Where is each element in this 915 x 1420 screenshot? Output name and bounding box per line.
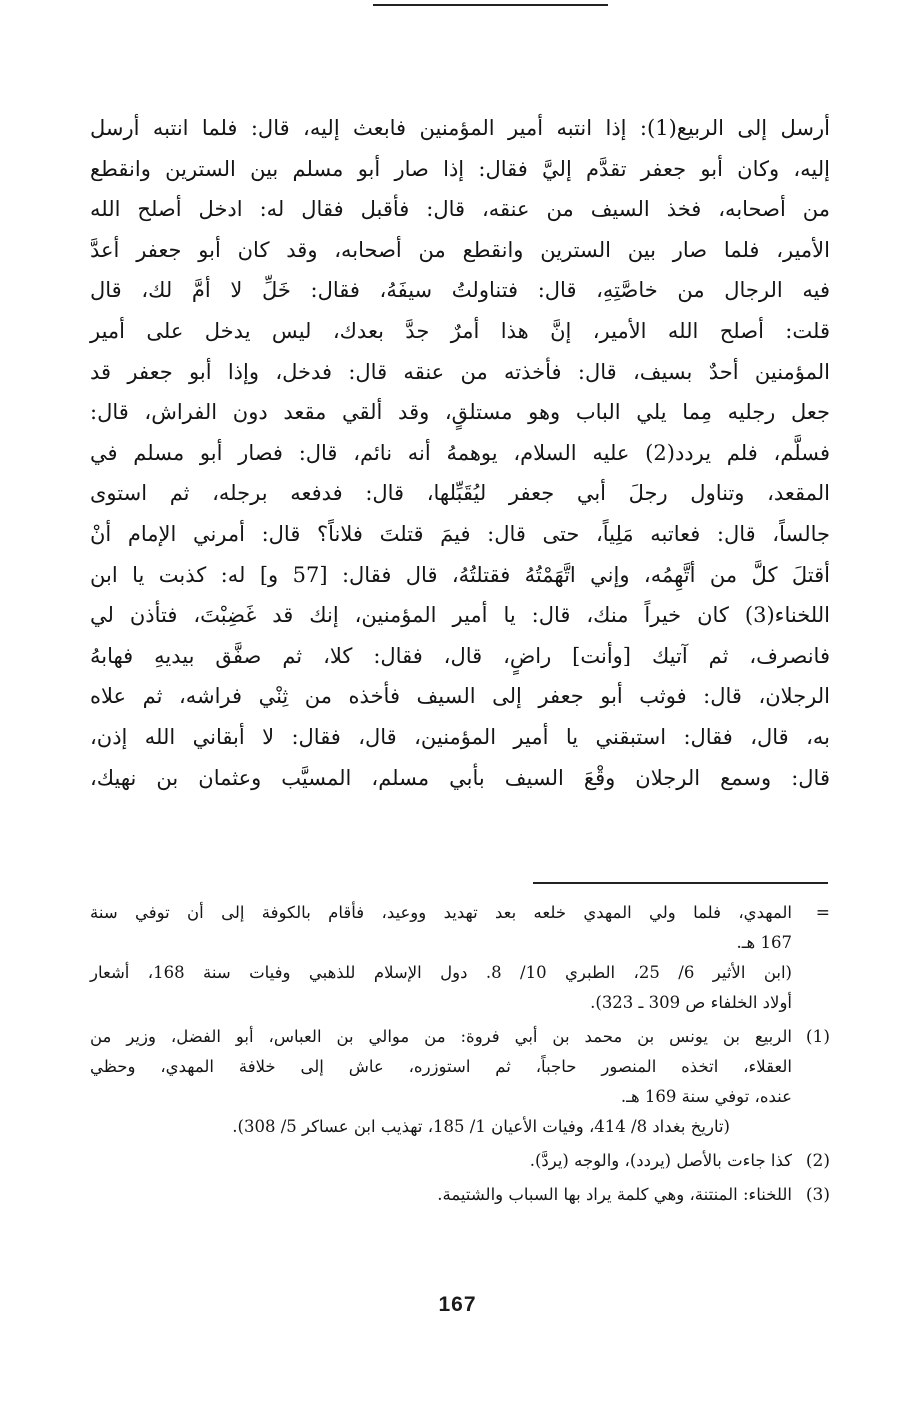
main-text-line: من أصحابه، فخذ السيف من عنقه، قال: فأقبل فقال له: ادخل أصلح الله xyxy=(90,197,830,222)
top-rule xyxy=(373,4,608,6)
footnote-3 xyxy=(90,1180,830,1210)
main-text-line: اللخناء(3) كان خيراً منك، قال: يا أمير المؤمنين، إنك قد غَضِبْتَ، فتأذن لي xyxy=(90,603,830,628)
footnote-line: العقلاء، اتخذه المنصور حاجباً، ثم استوزره، عاش إلى خلافة المهدي، وحظي xyxy=(90,1057,792,1076)
footnote-marker: (3) xyxy=(805,1185,830,1205)
footnote-line: الربيع بن يونس بن محمد بن أبي فروة: من موالي بن العباس، أبو الفضل، وزير من xyxy=(90,1027,792,1046)
footnote-marker: (1) xyxy=(805,1027,830,1047)
footnote-body xyxy=(90,1022,792,1142)
footnote-marker: (2) xyxy=(805,1151,830,1171)
footnote-separator xyxy=(533,882,828,884)
main-text-line: قلت: أصلح الله الأمير، إنَّ هذا أمرٌ جدَّ بعدك، ليس يدخل على أمير xyxy=(90,318,830,343)
main-text-line: أقتلَ كلَّ من أتَّهِمُه، وإني اتَّهَمْتُهُ فقتلتُهُ، قال فقال: [57 و] له: كذبت يا ابن xyxy=(90,562,831,587)
main-text-line: به، قال، فقال: استبقني يا أمير المؤمنين، قال، فقال: لا أبقاني الله إذن، xyxy=(90,724,830,749)
footnote-body xyxy=(90,1146,792,1176)
footnote-reference-line: (ابن الأثير 6/ 25، الطبري 10/ 8. دول الإسلام للذهبي وفيات سنة 168، أشعار xyxy=(90,963,792,982)
page-number: 167 xyxy=(438,1293,477,1316)
main-text-line: إليه، وكان أبو جعفر تقدَّم إليَّ فقال: إذا صار أبو مسلم بين السترين وانقطع xyxy=(90,156,830,181)
main-text-line: المقعد، وتناول رجلَ أبي جعفر ليُقَبِّلها، قال: فدفعه برجله، ثم استوى xyxy=(90,481,830,506)
footnote-line: عنده، توفي سنة 169 هـ. xyxy=(620,1087,792,1106)
footnote-reference-line: أولاد الخلفاء ص 309 ـ 323). xyxy=(590,993,792,1012)
footnote-body xyxy=(90,1180,792,1210)
main-text-line: فسلَّم، فلم يردد(2) عليه السلام، يوهمهُ أنه نائم، قال: فصار أبو مسلم في xyxy=(90,440,830,465)
footnote-line: 167 هـ. xyxy=(736,933,792,952)
main-text-line: أرسل إلى الربيع(1): إذا انتبه أمير المؤمنين فابعث إليه، قال: فلما انتبه أرسل xyxy=(90,116,830,140)
main-text-line: الرجلان، قال: فوثب أبو جعفر إلى السيف فأخذه من ثِنْي فراشه، ثم علاه xyxy=(90,684,830,709)
footnote-reference-line: (تاريخ بغداد 8/ 414، وفيات الأعيان 1/ 185، تهذيب ابن عساكر 5/ 308). xyxy=(232,1117,730,1136)
footnote-line: اللخناء: المنتنة، وهي كلمة يراد بها السباب والشتيمة. xyxy=(437,1185,792,1204)
footnote-marker: = xyxy=(815,903,830,923)
footnote-line: كذا جاءت بالأصل (يردد)، والوجه (يردَّ). xyxy=(529,1151,792,1170)
footnote-line: المهدي، فلما ولي المهدي خلعه بعد تهديد ووعيد، فأقام بالكوفة إلى أن توفي سنة xyxy=(90,903,792,922)
main-text-line: فانصرف، ثم آتيك [وأنت] راضٍ، قال، فقال: كلا، ثم صفَّق بيديهِ فهابهُ xyxy=(90,643,830,668)
main-text xyxy=(90,108,830,798)
main-text-line: جالساً، قال: فعاتبه مَلِياً، حتى قال: فيمَ قتلتَ فلاناً؟ قال: أمرني الإمام أنْ xyxy=(90,521,830,546)
main-text-line: المؤمنين أحدٌ بسيف، قال: فأخذته من عنقه قال: فدخل، وإذا أبو جعفر قد xyxy=(90,359,830,384)
main-text-line: فيه الرجال من خاصَّتِهِ، قال: فتناولتُ سيفَهُ، فقال: خَلِّ لا أمَّ لك، قال xyxy=(90,278,830,303)
main-text-line: قال: وسمع الرجلان وقْعَ السيف بأبي مسلم، المسيَّب وعثمان بن نهيك، xyxy=(90,765,830,790)
main-text-line: جعل رجليه مِما يلي الباب وهو مستلقٍ، وقد ألقي مقعد دون الفراش، قال: xyxy=(90,400,830,425)
footnote-body xyxy=(90,898,792,1018)
footnote-2 xyxy=(90,1146,830,1176)
footnotes xyxy=(90,898,830,1214)
main-text-line: الأمير، فلما صار بين السترين وانقطع من أصحابه، وقد كان أبو جعفر أعدَّ xyxy=(90,237,830,262)
footnote-1 xyxy=(90,1022,830,1142)
footnote-continued xyxy=(90,898,830,1018)
